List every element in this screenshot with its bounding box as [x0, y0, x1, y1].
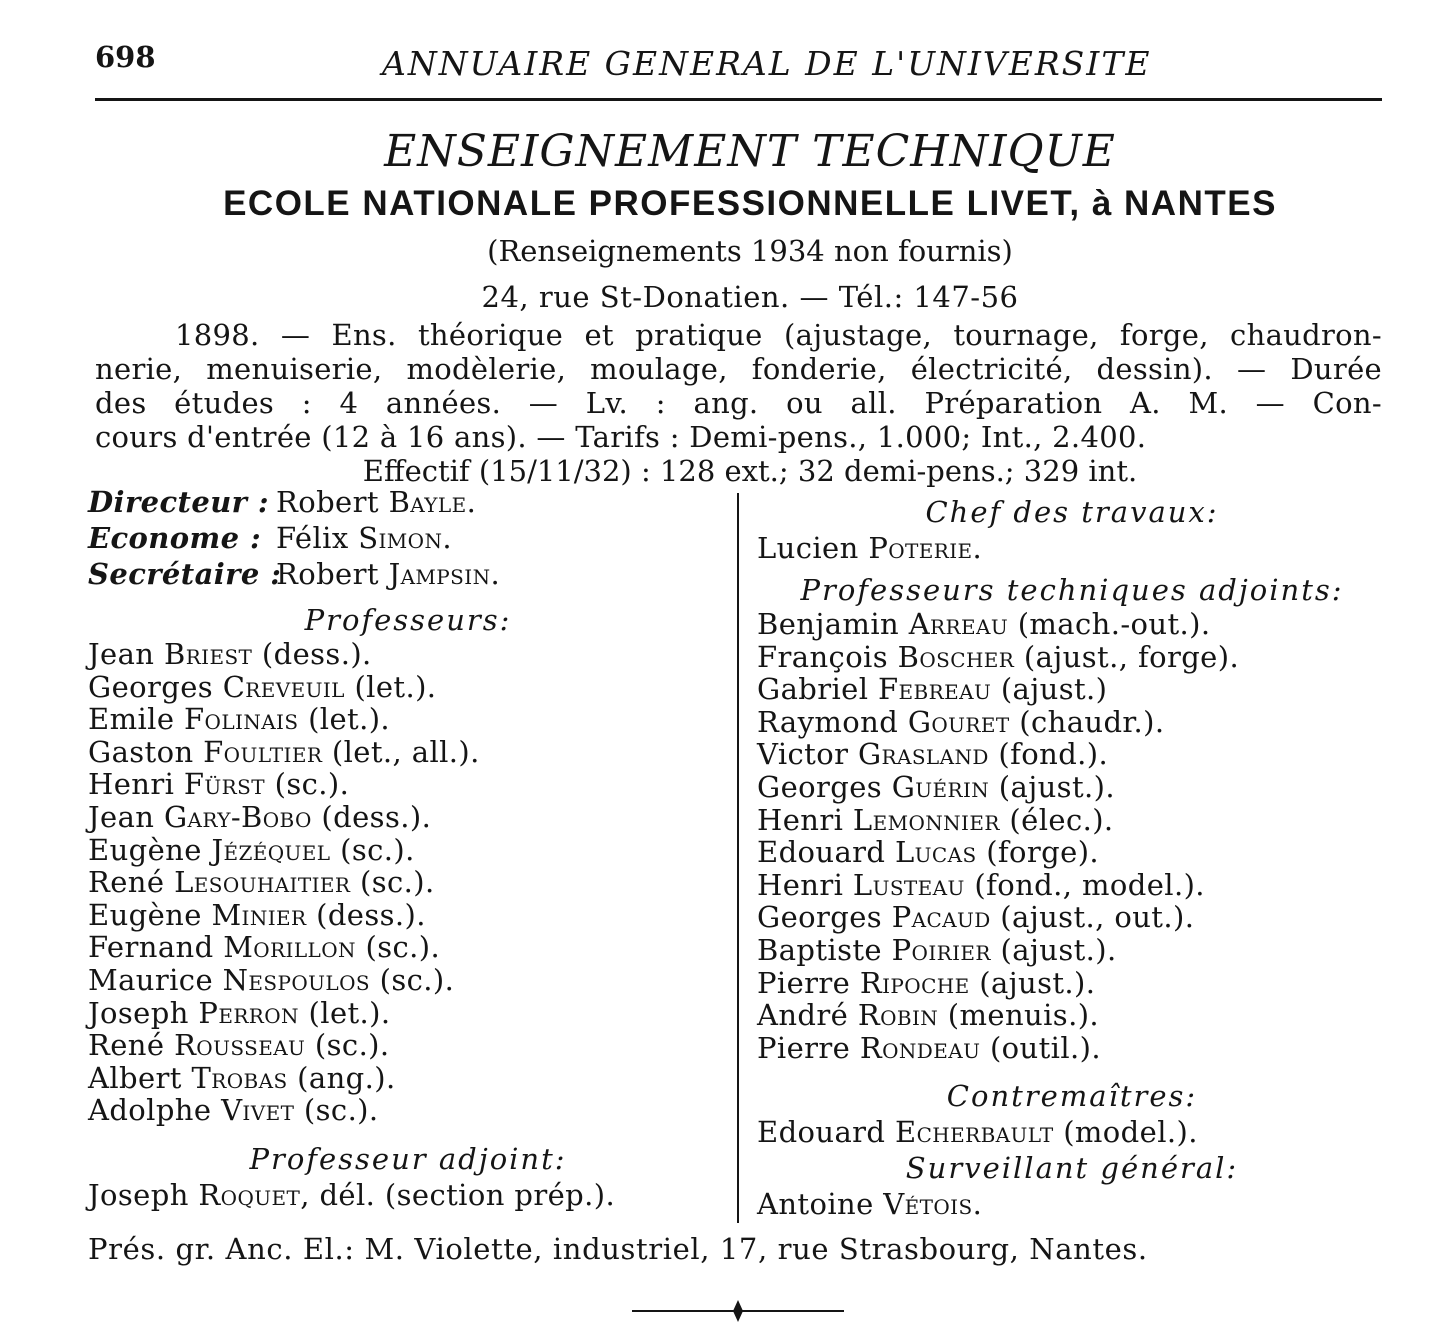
address: 24, rue St-Donatien. — Tél.: 147-56: [481, 280, 1019, 314]
list-item: [88, 703, 728, 736]
note: (let.).: [298, 995, 391, 1030]
last-name: Bayle: [388, 485, 467, 519]
note: (fond., model.).: [964, 867, 1205, 902]
professeurs-techniques-list: [757, 608, 1387, 1064]
heading-professeur-adjoint: Professeur adjoint:: [249, 1141, 567, 1176]
note: (let.).: [298, 702, 391, 737]
list-item: [757, 530, 1387, 566]
professeurs-list: [88, 638, 728, 1127]
list-item: [88, 736, 728, 769]
note: (sc.).: [264, 767, 350, 802]
note: (ajust., out.).: [990, 900, 1195, 935]
note: (ajust.).: [990, 932, 1117, 967]
list-item: [757, 804, 1387, 837]
last-name: Rousseau: [174, 1028, 306, 1063]
note: .: [972, 1187, 983, 1222]
note: (chaudr.).: [1009, 704, 1165, 739]
first-name: Jean: [88, 637, 155, 671]
note: (mach.-out.).: [1008, 607, 1211, 641]
last-name: Ripoche: [859, 965, 970, 1000]
list-item: [757, 738, 1387, 771]
list-item: [757, 1114, 1387, 1150]
heading-surveillant: Surveillant général:: [905, 1151, 1239, 1186]
first-name: Robert: [276, 557, 379, 591]
list-item: [88, 1062, 728, 1095]
list-item: [88, 1094, 728, 1127]
note: (dess.).: [306, 897, 426, 932]
note: (outil.).: [980, 1030, 1101, 1065]
last-name: Vétois: [883, 1187, 973, 1222]
first-name: Pierre: [757, 1030, 851, 1065]
note: (ang.).: [287, 1060, 396, 1095]
first-name: Henri: [757, 867, 844, 902]
list-item: [88, 899, 728, 932]
list-item: [88, 866, 728, 899]
list-item: [88, 834, 728, 867]
list-item: [88, 671, 728, 704]
note: (let.).: [344, 669, 437, 704]
first-name: Raymond: [757, 704, 899, 739]
first-name: André: [757, 998, 849, 1033]
last-name: Lucas: [895, 835, 977, 870]
note: (ajust.).: [989, 769, 1115, 804]
first-name: Albert: [88, 1060, 182, 1095]
last-name: Robin: [857, 998, 939, 1033]
school-name: ECOLE NATIONALE PROFESSIONNELLE LIVET, à NANTES: [223, 184, 1277, 223]
info-note: (Renseignements 1934 non fournis): [487, 234, 1013, 268]
first-name: Henri: [757, 802, 844, 837]
list-item: [88, 997, 728, 1030]
first-name: Jean: [88, 799, 155, 834]
first-name: Antoine: [757, 1187, 874, 1222]
first-name: Gabriel: [757, 672, 869, 707]
list-item: [88, 931, 728, 964]
list-item: [88, 1177, 728, 1213]
last-name: Trobas: [191, 1060, 288, 1095]
note: (ajust.): [991, 672, 1108, 707]
list-item: [757, 706, 1387, 739]
last-name: Roquet: [198, 1177, 301, 1212]
list-item: [757, 934, 1387, 967]
admin-role: Directeur :: [88, 485, 269, 519]
note: (dess.).: [252, 637, 372, 671]
header-rule: [95, 98, 1382, 101]
list-item: [757, 901, 1387, 934]
list-item: [88, 801, 728, 834]
last-name: Simon: [358, 521, 443, 555]
first-name: Joseph: [88, 995, 189, 1030]
note: (dess.).: [311, 799, 432, 834]
first-name: Gaston: [88, 734, 194, 769]
first-name: Joseph: [88, 1177, 189, 1212]
list-item: [757, 641, 1387, 674]
first-name: Maurice: [88, 962, 214, 997]
last-name: Fürst: [183, 767, 265, 802]
list-item: [88, 964, 728, 997]
description-line: des études : 4 années. — Lv. : ang. ou all. Préparation A. M. — Con-: [95, 386, 1382, 420]
ornament-divider: [632, 1300, 844, 1322]
note: (ajust.).: [969, 965, 1096, 1000]
last-name: Foultier: [203, 734, 323, 769]
heading-contremaitres: Contremaîtres:: [946, 1079, 1198, 1114]
first-name: Georges: [88, 669, 214, 704]
last-name: Lesouhaitier: [174, 865, 351, 900]
admin-row-econome: [88, 520, 728, 556]
last-name: Creveuil: [222, 669, 345, 704]
list-item: [757, 967, 1387, 1000]
description-line: nerie, menuiserie, modèlerie, moulage, fonderie, électricité, dessin). — Durée: [95, 352, 1382, 386]
first-name: Edouard: [757, 1115, 886, 1150]
last-name: Gouret: [907, 704, 1010, 739]
heading-chef-travaux: Chef des travaux:: [925, 495, 1219, 529]
admin-row-directeur: [88, 484, 728, 520]
last-name: Echerbault: [895, 1115, 1054, 1150]
note: (sc.).: [370, 962, 455, 997]
first-name: Benjamin: [757, 607, 900, 641]
first-name: Baptiste: [757, 932, 882, 967]
last-name: Poterie: [868, 531, 973, 565]
last-name: Lusteau: [852, 867, 965, 902]
first-name: François: [757, 639, 889, 674]
first-name: René: [88, 865, 165, 900]
last-name: Arreau: [908, 607, 1009, 641]
first-name: Adolphe: [88, 1093, 212, 1128]
note: (élec.).: [999, 802, 1114, 837]
suffix: .: [466, 485, 477, 519]
note: (menuis.).: [938, 998, 1100, 1033]
first-name: Eugène: [88, 832, 202, 867]
last-name: Nespoulos: [222, 962, 371, 997]
heading-professeurs: Professeurs:: [304, 603, 512, 637]
last-name: Morillon: [223, 930, 356, 965]
running-title: ANNUAIRE GENERAL DE L'UNIVERSITE: [382, 44, 1152, 83]
description-line: 1898. — Ens. théorique et pratique (ajustage, tournage, forge, chaudron-: [175, 318, 1382, 352]
last-name: Boscher: [897, 639, 1015, 674]
first-name: Victor: [757, 737, 849, 772]
left-column: [88, 484, 728, 1213]
column-divider: [737, 493, 739, 1223]
last-name: Poirier: [891, 932, 991, 967]
note: (sc.).: [305, 1028, 390, 1063]
note: , dél. (section prép.).: [300, 1177, 616, 1212]
last-name: Jampsin: [388, 557, 491, 591]
page-number: 698: [95, 40, 156, 74]
heading-professeurs-techniques: Professeurs techniques adjoints:: [800, 573, 1344, 607]
list-item: [757, 999, 1387, 1032]
first-name: Edouard: [757, 835, 886, 870]
note: .: [972, 531, 983, 565]
first-name: Georges: [757, 769, 883, 804]
first-name: René: [88, 1028, 165, 1063]
list-item: [757, 608, 1387, 641]
admin-role: Econome :: [88, 521, 262, 555]
list-item: [757, 673, 1387, 706]
last-name: Jézéquel: [211, 832, 331, 867]
first-name: Robert: [276, 485, 379, 519]
last-name: Briest: [163, 637, 253, 671]
list-item: [88, 638, 728, 671]
last-name: Grasland: [857, 737, 989, 772]
first-name: Lucien: [757, 531, 859, 565]
footer-note: Prés. gr. Anc. El.: M. Violette, industriel, 17, rue Strasbourg, Nantes.: [88, 1232, 1148, 1266]
admin-role: Secrétaire :: [88, 557, 282, 591]
last-name: Gary-Bobo: [163, 799, 312, 834]
last-name: Perron: [198, 995, 299, 1030]
last-name: Rondeau: [859, 1030, 981, 1065]
section-title: ENSEIGNEMENT TECHNIQUE: [384, 126, 1116, 177]
note: (forge).: [976, 835, 1100, 870]
last-name: Folinais: [184, 702, 299, 737]
list-item: [88, 1029, 728, 1062]
effectif-line: Effectif (15/11/32) : 128 ext.; 32 demi-pens.; 329 int.: [362, 454, 1138, 488]
suffix: .: [442, 521, 453, 555]
last-name: Febreau: [878, 672, 992, 707]
last-name: Guérin: [891, 769, 990, 804]
first-name: Emile: [88, 702, 175, 737]
description-line: cours d'entrée (12 à 16 ans). — Tarifs : Demi-pens., 1.000; Int., 2.400.: [95, 420, 1147, 454]
list-item: [757, 1032, 1387, 1065]
note: (sc.).: [294, 1093, 379, 1128]
note: (let., all.).: [322, 734, 480, 769]
right-column: [757, 494, 1387, 1222]
last-name: Vivet: [221, 1093, 295, 1128]
first-name: Félix: [276, 521, 349, 555]
note: (ajust., forge).: [1014, 639, 1240, 674]
list-item: [757, 1186, 1387, 1222]
suffix: .: [490, 557, 501, 591]
first-name: Fernand: [88, 930, 214, 965]
note: (sc.).: [355, 930, 441, 965]
list-item: [757, 869, 1387, 902]
first-name: Henri: [88, 767, 175, 802]
last-name: Pacaud: [891, 900, 991, 935]
note: (model.).: [1053, 1115, 1198, 1150]
note: (sc.).: [350, 865, 435, 900]
first-name: Pierre: [757, 965, 851, 1000]
first-name: Georges: [757, 900, 883, 935]
note: (fond.).: [988, 737, 1109, 772]
admin-row-secretaire: [88, 556, 728, 592]
note: (sc.).: [330, 832, 415, 867]
first-name: Eugène: [88, 897, 202, 932]
list-item: [757, 771, 1387, 804]
list-item: [757, 836, 1387, 869]
list-item: [88, 768, 728, 801]
last-name: Lemonnier: [852, 802, 1000, 837]
last-name: Minier: [211, 897, 307, 932]
